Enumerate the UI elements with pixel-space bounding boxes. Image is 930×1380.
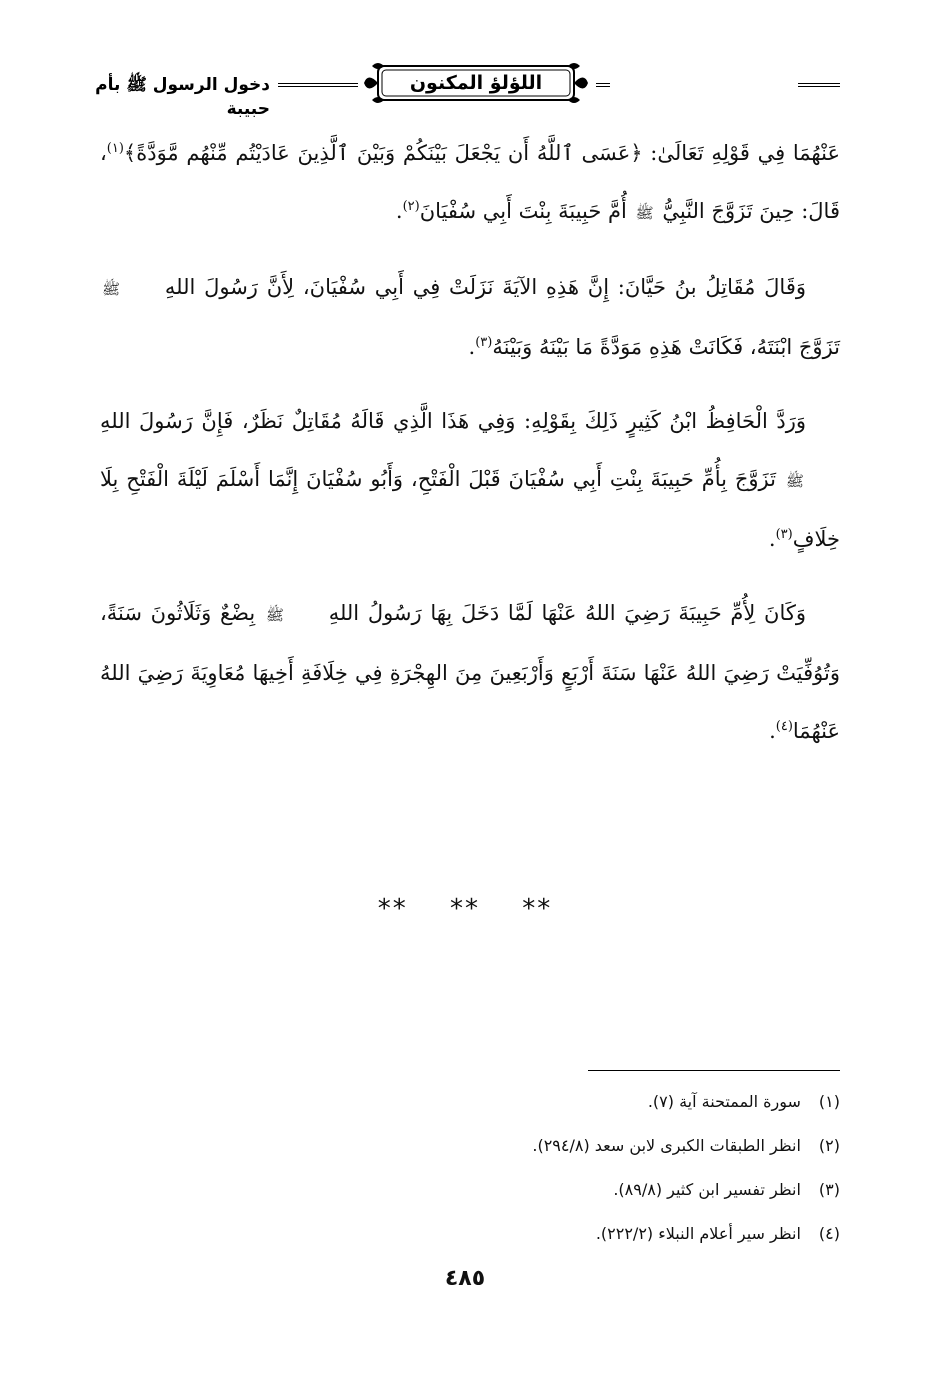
p4-text-a: وَكَانَ لِأُمِّ حَبِيبَةَ رَضِيَ اللهُ عَنْهَا لَمَّا دَخَلَ بِهَا رَسُولُ اللهِ — [320, 601, 806, 625]
footnote-item — [300, 1168, 840, 1212]
footnote-text: انظر تفسير ابن كثير (٨٩/٨). — [613, 1180, 801, 1199]
paragraph-1 — [100, 124, 840, 242]
p4-text-b: بِضْعٌ وَثَلَاثُونَ سَنَةً، وَتُوُفِّيَتْ رَضِيَ اللهُ عَنْهَا سَنَةَ أَرْبَعٍ وَأَرْبَعِينَ مِنَ الهِجْرَةِ فِي خِلَافَةِ أَخِيهَا مُعَاوِيَةَ رَضِيَ اللهُ عَنْهُمَا — [100, 601, 840, 743]
p1-text-a: عَنْهُمَا فِي قَوْلِهِ تَعَالَىٰ: — [642, 141, 840, 165]
footnote-ref-3: (٣) — [475, 335, 493, 350]
main-text — [100, 124, 840, 776]
footnote-number: (٤) — [818, 1224, 840, 1243]
quran-verse: ﴿عَسَى ٱللَّهُ أَن يَجْعَلَ بَيْنَكُمْ وَبَيْنَ ٱلَّذِينَ عَادَيْتُم مِّنْهُم مَّوَدَّةً﴾ — [123, 141, 643, 165]
footnote-ref-2: (٢) — [402, 199, 420, 214]
footnote-number: (٣) — [818, 1180, 840, 1199]
p3-text-b: تَزَوَّجَ بِأُمِّ حَبِيبَةَ بِنْتِ أَبِي سُفْيَانَ قَبْلَ الْفَتْحِ، وَأَبُو سُفْيَانَ إِنَّمَا أَسْلَمَ لَيْلَةَ الْفَتْحِ بِلَا خِلَافٍ — [100, 467, 840, 551]
salutation-icon: ﷺ — [102, 280, 121, 298]
book-title-cartouche — [362, 58, 590, 108]
salutation-icon: ﷺ — [785, 472, 804, 490]
p2-text-b: تَزَوَّجَ ابْنَتَهُ، فَكَانَتْ هَذِهِ مَوَدَّةً مَا بَيْنَهُ وَبَيْنَهُ — [492, 335, 840, 359]
footnote-text: سورة الممتحنة آية (٧). — [647, 1092, 801, 1111]
footnote-number: (٢) — [818, 1136, 840, 1155]
footnotes — [300, 1080, 840, 1256]
footnote-ref-1: (١) — [106, 141, 124, 156]
footnote-number: (١) — [818, 1092, 840, 1111]
page-number: ٤٨٥ — [444, 1266, 486, 1291]
book-title: اللؤلؤ المكنون — [409, 72, 543, 94]
paragraph-4 — [100, 584, 840, 760]
running-header — [90, 56, 842, 119]
p3-text-c: . — [768, 527, 776, 551]
footnote-item — [300, 1212, 840, 1256]
section-separator — [0, 894, 930, 924]
paragraph-2 — [100, 258, 840, 376]
header-rule-right — [596, 83, 610, 87]
p2-text-a: وَقَالَ مُقَاتِلُ بنُ حَيَّانَ: إِنَّ هَذِهِ الآيَةَ نَزَلَتْ فِي أَبِي سُفْيَانَ، لِأَنَّ رَسُولَ اللهِ — [156, 275, 806, 299]
p2-text-c: . — [468, 335, 476, 359]
footnote-text: انظر الطبقات الكبرى لابن سعد (٢٩٤/٨). — [532, 1136, 801, 1155]
p1-text-d: . — [395, 199, 403, 223]
chapter-title: دخول الرسول ﷺ بأم حبيبة — [95, 75, 270, 119]
footnote-ref-4: (٤) — [775, 719, 793, 734]
paragraph-3 — [100, 392, 840, 568]
p3-text-a: وَرَدَّ الْحَافِظُ ابْنُ كَثِيرٍ ذَلِكَ بِقَوْلِهِ: وَفِي هَذَا الَّذِي قَالَهُ مُقَاتِلٌ نَظَرٌ، فَإِنَّ رَسُولَ اللهِ — [100, 409, 806, 433]
footnote-text: انظر سير أعلام النبلاء (٢٢٢/٢). — [595, 1224, 801, 1243]
asterisks: ** — [450, 894, 480, 924]
footnote-item — [300, 1080, 840, 1124]
salutation-icon: ﷺ — [265, 606, 285, 624]
p1-text-b: ، قَالَ: حِينَ تَزَوَّجَ النَّبِيُّ — [100, 141, 840, 223]
p4-text-c: . — [769, 719, 776, 743]
header-rule-left — [278, 83, 358, 87]
salutation-icon: ﷺ — [635, 204, 654, 222]
asterisks: ** — [522, 894, 553, 924]
footnote-item — [300, 1124, 840, 1168]
footnote-divider — [588, 1070, 840, 1071]
asterisks: ** — [377, 894, 408, 924]
header-rule-far — [798, 83, 840, 87]
footnote-ref-3b: (٣) — [775, 527, 793, 542]
p1-text-c: أُمَّ حَبِيبَةَ بِنْتَ أَبِي سُفْيَانَ — [419, 199, 634, 223]
